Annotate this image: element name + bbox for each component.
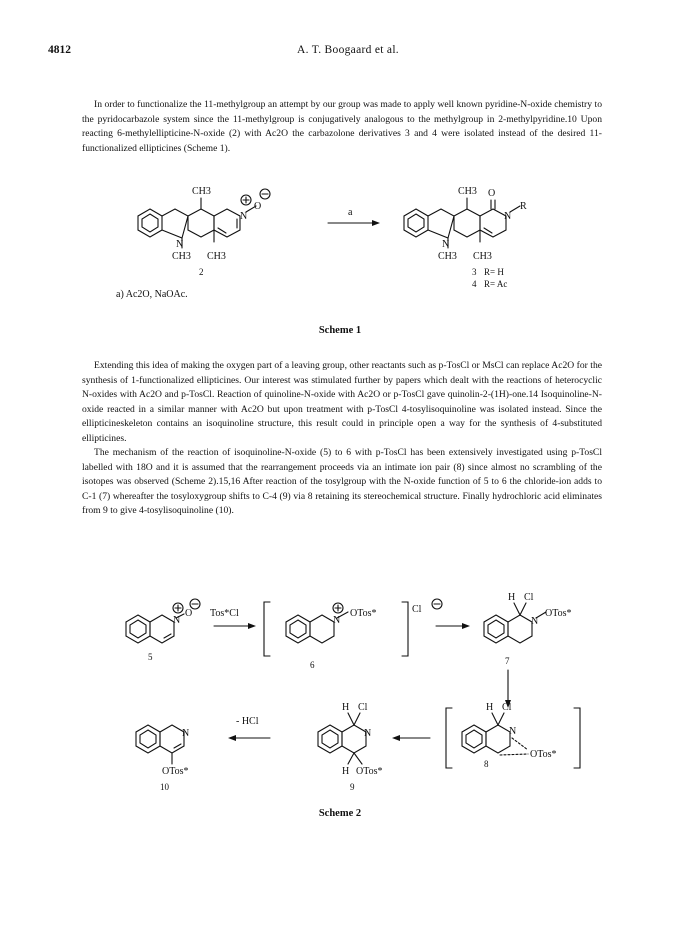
reagent-label: a (348, 207, 353, 218)
otos-label: OTos* (162, 766, 189, 777)
otos-label: OTos* (356, 766, 383, 777)
compound-number: 5 (148, 652, 153, 662)
otos-label: OTos* (530, 749, 557, 760)
n-label: N (176, 239, 184, 250)
otos-label: OTos* (350, 608, 377, 619)
compound-number: 4 (472, 279, 477, 289)
compound-number: 9 (350, 782, 355, 792)
paragraph-intro (82, 98, 602, 156)
compound-number: 7 (505, 656, 510, 666)
compound-number: 2 (199, 267, 204, 277)
compound-9-structure (318, 713, 366, 764)
n-label: N (509, 726, 517, 737)
r-definition: R= H (484, 267, 504, 277)
ch3-label: CH3 (207, 251, 226, 262)
paragraph-text: In order to functionalize the 11-methylgroup an attempt by our group was made to apply well known pyridine-N-oxide chemistry to the pyridocarbazole system since the 11-methylgroup is conjugatively analogous to the methylgroup in 2-methylpyridine.10 Upon reacting 6-methylellipticine-N-oxide (2) with Ac2O the carbazolone derivatives 3 and 4 were isolated instead of the desired 11-functionalized ellipticines (Scheme 1). (82, 99, 602, 154)
compound-number: 3 (472, 267, 477, 277)
n-label: N (182, 728, 190, 739)
scheme-1-caption: Scheme 1 (318, 325, 362, 336)
scheme-1-graphic (0, 176, 680, 336)
n-label: N (531, 616, 539, 627)
cl-label: Cl (524, 592, 534, 603)
cl-label: Cl (502, 702, 512, 713)
compound-number: 10 (160, 782, 169, 792)
h-label: H (486, 702, 494, 713)
elimination-label: - HCl (236, 716, 259, 727)
running-header (48, 44, 648, 60)
n-label: N (240, 211, 248, 222)
n-label: N (173, 615, 181, 626)
n-label: N (504, 211, 512, 222)
o-label: O (185, 608, 193, 619)
n-label: N (442, 239, 450, 250)
reaction-conditions: a) Ac2O, NaOAc. (116, 289, 188, 300)
h-label: H (342, 702, 350, 713)
r-definition: R= Ac (484, 279, 508, 289)
compound-10-structure (136, 725, 184, 764)
ch3-label: CH3 (192, 186, 211, 197)
ch3-label: CH3 (438, 251, 457, 262)
paragraph-mechanism (82, 359, 602, 519)
compound-number: 8 (484, 759, 489, 769)
h-label: H (508, 592, 516, 603)
chloride-label: Cl (412, 604, 422, 615)
reagent-label: Tos*Cl (210, 608, 239, 619)
scheme-2-caption: Scheme 2 (318, 808, 362, 819)
otos-label: OTos* (545, 608, 572, 619)
running-author-line: A. T. Boogaard et al. (296, 44, 399, 56)
paragraph-text: Extending this idea of making the oxygen part of a leaving group, other reactants such as p-TosCl or MsCl can replace Ac2O for the synthesis of 1-functionalized ellipticines. Our interest was stimulated further by papers which dealt with the reactions of heterocyclic N-oxides with Ac2O and p-TosCl. Reaction of quinoline-N-oxide with Ac2O or p-TosCl gave quinolin-2-(1H)-one.14 Isoquinoline-N-oxide reacted in a similar manner with Ac2O but upon treatment with p-TosCl 4-tosylisoquinoline was isolated instead. Since the ellipticineskeleton contains an isoquinoline structure, this result could in principle open a way for the synthesis of 4-substituted ellipticines. (82, 360, 602, 444)
o-label: O (488, 188, 496, 199)
compound-2-structure (138, 189, 270, 248)
cl-label: Cl (358, 702, 368, 713)
compound-8-structure (462, 713, 528, 755)
ch3-label: CH3 (473, 251, 492, 262)
ch3-label: CH3 (172, 251, 191, 262)
r-label: R (520, 201, 527, 212)
o-label: O (254, 201, 262, 212)
compound-5-structure (126, 599, 200, 643)
n-label: N (333, 615, 341, 626)
compound-3-4-structure (404, 198, 520, 248)
paragraph-text: The mechanism of the reaction of isoquinoline-N-oxide (5) to 6 with p-TosCl has been extensively investigated using p-TosCl labelled with 18O and it is assumed that the rearrangement proceeds via an intimate ion pair (8) since almost no scrambling of the isotopes was observed (Scheme 2).15,16 After reaction of the tosylgroup with the N-oxide function of 5 to 6 the chloride-ion adds to C-1 (7) whereafter the tosyloxygroup shifts to C-4 (9) via 8 retaining its stereochemical structure. Finally hydrochloric acid eliminates from 9 to give 4-tosylisoquinoline (10). (82, 447, 602, 516)
compound-number: 6 (310, 660, 315, 670)
n-label: N (364, 728, 372, 739)
h-label: H (342, 766, 350, 777)
scheme-2-graphic (0, 590, 680, 820)
ch3-label: CH3 (458, 186, 477, 197)
page-number: 4812 (48, 44, 71, 56)
